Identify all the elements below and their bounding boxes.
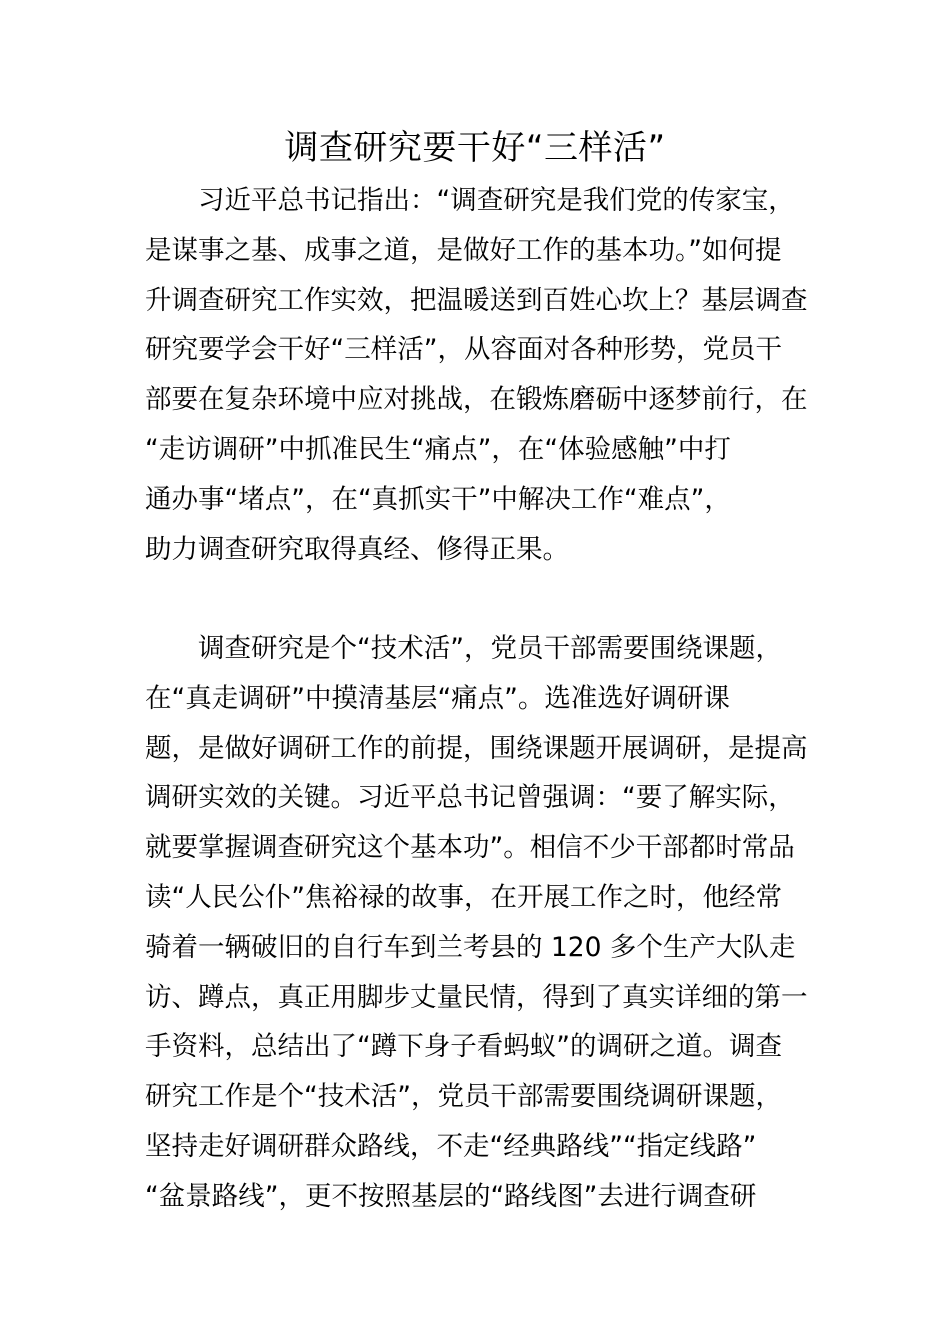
text-line: 助力调查研究取得真经、修得正果。 bbox=[145, 533, 569, 565]
text-line: 坚持走好调研群众路线，不走“经典路线”“指定线路” bbox=[145, 1130, 757, 1162]
text-line: 习近平总书记指出：“调查研究是我们党的传家宝， bbox=[145, 185, 795, 216]
text-line: 部要在复杂环境中应对挑战，在锻炼磨砺中逐梦前行，在 bbox=[145, 384, 808, 416]
text-line: 手资料，总结出了“蹲下身子看蚂蚁”的调研之道。调查 bbox=[145, 1031, 782, 1063]
text-line: 研究工作是个“技术活”，党员干部需要围绕调研课题， bbox=[145, 1081, 782, 1113]
text-line: 升调查研究工作实效，把温暖送到百姓心坎上？基层调查 bbox=[145, 284, 808, 316]
text-line: “盆景路线”，更不按照基层的“路线图”去进行调查研 bbox=[145, 1180, 757, 1212]
paragraph-2 bbox=[145, 624, 810, 1222]
text-line: 就要掌握调查研究这个基本功”。相信不少干部都时常品 bbox=[145, 832, 795, 864]
text-line: 调查研究是个“技术活”，党员干部需要围绕课题， bbox=[145, 633, 782, 664]
text-line: 在“真走调研”中摸清基层“痛点”。选准选好调研课 bbox=[145, 682, 730, 714]
text-line: 通办事“堵点”，在“真抓实干”中解决工作“难点”， bbox=[145, 483, 731, 515]
document-title: 调查研究要干好“三样活” bbox=[284, 128, 666, 168]
text-line: 是谋事之基、成事之道，是做好工作的基本功。”如何提 bbox=[145, 234, 782, 266]
paragraph-1 bbox=[145, 176, 810, 574]
text-line: 骑着一辆破旧的自行车到兰考县的 120 多个生产大队走 bbox=[145, 931, 796, 963]
text-line: “走访调研”中抓准民生“痛点”，在“体验感触”中打 bbox=[145, 433, 731, 465]
text-line: 读“人民公仆”焦裕禄的故事，在开展工作之时，他经常 bbox=[145, 881, 782, 913]
text-line: 调研实效的关键。习近平总书记曾强调：“要了解实际， bbox=[145, 782, 795, 814]
text-line: 访、蹲点，真正用脚步丈量民情，得到了真实详细的第一 bbox=[145, 981, 808, 1013]
text-line: 研究要学会干好“三样活”，从容面对各种形势，党员干 bbox=[145, 334, 782, 366]
text-line: 题，是做好调研工作的前提，围绕课题开展调研，是提高 bbox=[145, 732, 808, 764]
